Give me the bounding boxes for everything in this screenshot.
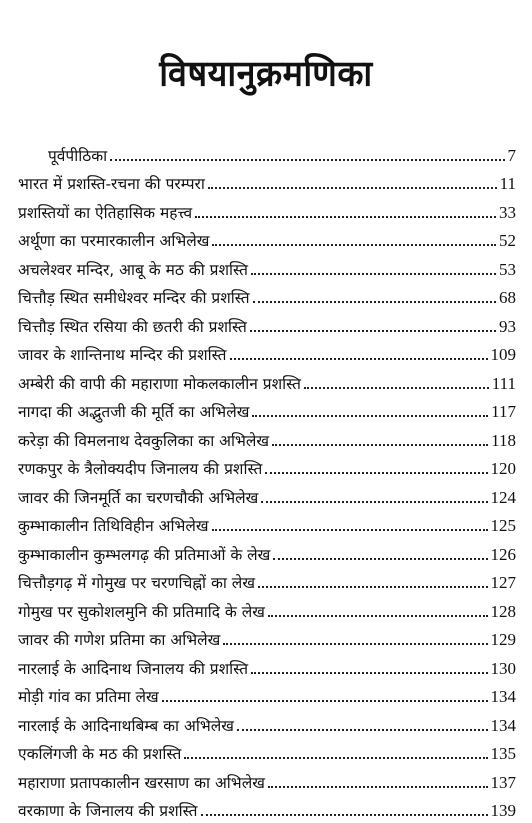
toc-entry-label: नागदा की अद्भुतजी की मूर्ति का अभिलेख — [18, 402, 249, 422]
toc-entry-page: 7 — [508, 146, 517, 166]
toc-leader-dots — [208, 187, 497, 189]
toc-entry-label: चित्तौड़ स्थित समीधेश्वर मन्दिर की प्रशस्ति — [18, 288, 250, 308]
toc-leader-dots — [230, 358, 488, 360]
toc-entry-label: रणकपुर के त्रैलोक्यदीप जिनालय की प्रशस्ति — [18, 459, 262, 479]
toc-entry-label: पूर्वपीठिका — [18, 146, 107, 166]
toc-entry-page: 134 — [491, 687, 517, 707]
toc-entry — [18, 652, 516, 681]
toc-entry-label: जावर के शान्तिनाथ मन्दिर की प्रशस्ति — [18, 345, 227, 365]
toc-entry — [18, 567, 516, 596]
toc-entry — [18, 367, 516, 396]
toc-entry-label: अर्थूणा का परमारकालीन अभिलेख — [18, 231, 209, 251]
toc-entry-page: 33 — [499, 203, 516, 223]
toc-entry — [18, 196, 516, 225]
toc-entry — [18, 624, 516, 653]
toc-entry-label: जावर की जिनमूर्ति का चरणचौकी अभिलेख — [18, 488, 258, 508]
toc-entry-page: 117 — [491, 402, 516, 422]
toc-entry-label: चित्तौड़गढ़ में गोमुख पर चरणचिह्नों का लेख — [18, 573, 255, 593]
toc-leader-dots — [251, 273, 496, 275]
toc-leader-dots — [304, 387, 489, 389]
toc-entry-label: जावर की गणेश प्रतिमा का अभिलेख — [18, 630, 220, 650]
toc-entry-page: 109 — [491, 345, 517, 365]
toc-entry — [18, 738, 516, 767]
toc-entry-page: 128 — [491, 602, 517, 622]
toc-entry — [18, 766, 516, 795]
page-title: विषयानुक्रमणिका — [0, 51, 532, 97]
toc-entry-label: नारलाई के आदिनाथ जिनालय की प्रशस्ति — [18, 659, 248, 679]
toc-leader-dots — [201, 814, 488, 816]
toc-leader-dots — [265, 472, 487, 474]
toc-entry — [18, 282, 516, 311]
toc-entry — [18, 681, 516, 710]
toc-entry-page: 137 — [491, 773, 517, 793]
toc-leader-dots — [258, 586, 488, 588]
toc-leader-dots — [223, 643, 487, 645]
toc-entry-label: कुम्भाकालीन तिथिविहीन अभिलेख — [18, 516, 209, 536]
toc-entry — [18, 538, 516, 567]
toc-entry-label: प्रशस्तियों का ऐतिहासिक महत्त्व — [18, 203, 192, 223]
toc-entry-page: 11 — [500, 174, 516, 194]
toc-entry-label: नारलाई के आदिनाथबिम्ब का अभिलेख — [18, 716, 234, 736]
toc-leader-dots — [252, 415, 488, 417]
toc-entry-label: वरकाणा के जिनालय की प्रशस्ति — [18, 801, 198, 821]
toc-entry-label: अम्बेरी की वापी की महाराणा मोकलकालीन प्रशस्ति — [18, 374, 301, 394]
toc-entry-label: अचलेश्वर मन्दिर, आबू के मठ की प्रशस्ति — [18, 260, 248, 280]
table-of-contents — [18, 139, 516, 823]
toc-entry-page: 134 — [491, 716, 517, 736]
toc-entry-page: 124 — [491, 488, 517, 508]
toc-entry — [18, 424, 516, 453]
toc-leader-dots — [261, 501, 487, 503]
toc-entry — [18, 481, 516, 510]
toc-entry-page: 93 — [499, 317, 516, 337]
toc-entry — [18, 339, 516, 368]
toc-leader-dots — [212, 529, 488, 531]
toc-entry — [18, 510, 516, 539]
toc-entry — [18, 139, 516, 168]
toc-leader-dots — [237, 729, 488, 731]
toc-entry-page: 120 — [491, 459, 517, 479]
toc-entry-page: 125 — [491, 516, 517, 536]
toc-entry-page: 130 — [491, 659, 517, 679]
toc-entry-page: 135 — [491, 744, 517, 764]
toc-entry — [18, 253, 516, 282]
toc-entry-page: 118 — [491, 431, 516, 451]
toc-leader-dots — [162, 700, 488, 702]
toc-leader-dots — [184, 757, 487, 759]
toc-entry — [18, 396, 516, 425]
toc-entry-label: कुम्भाकालीन कुम्भलगढ़ की प्रतिमाओं के लेख — [18, 545, 270, 565]
toc-entry — [18, 595, 516, 624]
toc-entry — [18, 709, 516, 738]
toc-leader-dots — [212, 244, 496, 246]
toc-entry-page: 68 — [499, 288, 516, 308]
toc-entry-page: 129 — [491, 630, 517, 650]
toc-leader-dots — [251, 672, 487, 674]
toc-leader-dots — [273, 558, 487, 560]
toc-leader-dots — [272, 444, 488, 446]
toc-entry-page: 53 — [499, 260, 516, 280]
toc-entry-label: गोमुख पर सुकोशलमुनि की प्रतिमादि के लेख — [18, 602, 265, 622]
toc-leader-dots — [253, 301, 496, 303]
toc-entry-page: 111 — [492, 374, 516, 394]
toc-entry-label: करेड़ा की विमलनाथ देवकुलिका का अभिलेख — [18, 431, 269, 451]
toc-entry — [18, 310, 516, 339]
toc-entry-page: 52 — [499, 231, 516, 251]
toc-entry-label: एकलिंगजी के मठ की प्रशस्ति — [18, 744, 181, 764]
toc-entry-page: 139 — [491, 801, 517, 821]
toc-entry-label: चित्तौड़ स्थित रसिया की छतरी की प्रशस्ति — [18, 317, 247, 337]
toc-entry-label: महाराणा प्रतापकालीन खरसाण का अभिलेख — [18, 773, 265, 793]
toc-entry-label: मोड़ी गांव का प्रतिमा लेख — [18, 687, 159, 707]
toc-entry-page: 126 — [491, 545, 517, 565]
toc-entry-page: 127 — [491, 573, 517, 593]
toc-leader-dots — [268, 786, 488, 788]
toc-entry — [18, 453, 516, 482]
toc-leader-dots — [195, 216, 496, 218]
toc-entry-label: भारत में प्रशस्ति-रचना की परम्परा — [18, 174, 205, 194]
toc-entry — [18, 225, 516, 254]
toc-leader-dots — [268, 615, 488, 617]
toc-entry — [18, 168, 516, 197]
toc-leader-dots — [250, 330, 496, 332]
toc-leader-dots — [110, 159, 504, 161]
